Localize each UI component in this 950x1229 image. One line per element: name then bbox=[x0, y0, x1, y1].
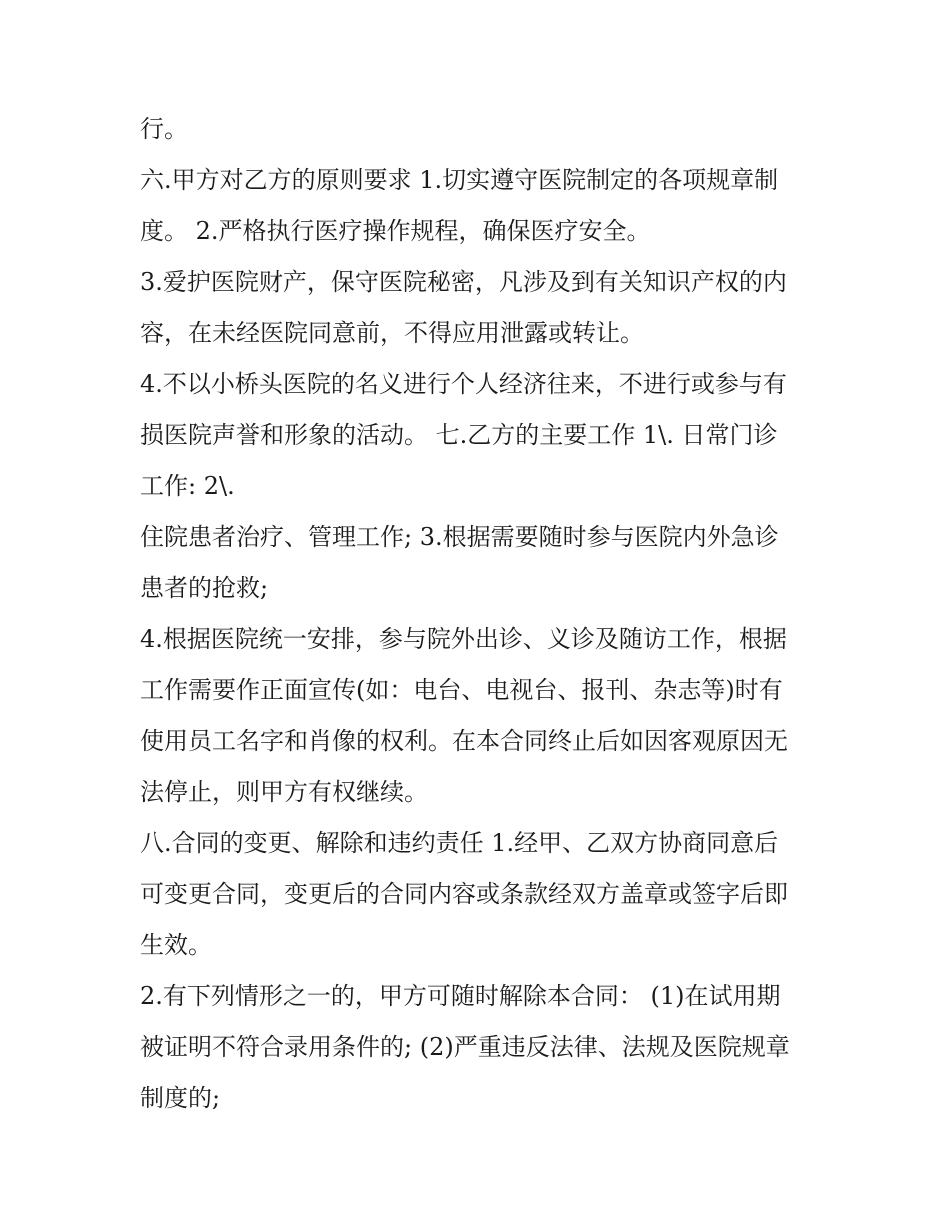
text-line: 法停止，则甲方有权继续。 bbox=[140, 778, 428, 806]
text-line: 八.合同的变更、解除和违约责任 1.经甲、乙双方协商同意后 bbox=[140, 829, 779, 857]
text-line: 3.爱护医院财产，保守医院秘密，凡涉及到有关知识产权的内 bbox=[140, 268, 787, 296]
document-body bbox=[140, 104, 820, 1124]
text-line: 2.有下列情形之一的，甲方可随时解除本合同： (1)在试用期 bbox=[140, 982, 781, 1010]
text-line: 容，在未经医院同意前，不得应用泄露或转让。 bbox=[140, 319, 644, 347]
text-line: 损医院声誉和形象的活动。 七.乙方的主要工作 1\. 日常门诊 bbox=[140, 421, 778, 449]
text-line: 4.不以小桥头医院的名义进行个人经济往来，不进行或参与有 bbox=[140, 370, 787, 398]
text-line: 制度的; bbox=[140, 1084, 221, 1112]
text-line: 工作: 2\. bbox=[140, 472, 235, 500]
text-line: 住院患者治疗、管理工作; 3.根据需要随时参与医院内外急诊 bbox=[140, 523, 779, 551]
text-line: 工作需要作正面宣传(如：电台、电视台、报刊、杂志等)时有 bbox=[140, 676, 783, 704]
text-line: 度。 2.严格执行医疗操作规程，确保医疗安全。 bbox=[140, 217, 651, 245]
text-line: 4.根据医院统一安排，参与院外出诊、义诊及随访工作，根据 bbox=[140, 625, 787, 653]
text-line: 六.甲方对乙方的原则要求 1.切实遵守医院制定的各项规章制 bbox=[140, 166, 779, 194]
text-line: 行。 bbox=[140, 115, 188, 143]
text-line: 被证明不符合录用条件的; (2)严重违反法律、法规及医院规章 bbox=[140, 1033, 790, 1061]
text-line: 可变更合同，变更后的合同内容或条款经双方盖章或签字后即 bbox=[140, 880, 788, 908]
text-line: 患者的抢救; bbox=[140, 574, 269, 602]
text-line: 使用员工名字和肖像的权利。在本合同终止后如因客观原因无 bbox=[140, 727, 788, 755]
text-line: 生效。 bbox=[140, 931, 212, 959]
